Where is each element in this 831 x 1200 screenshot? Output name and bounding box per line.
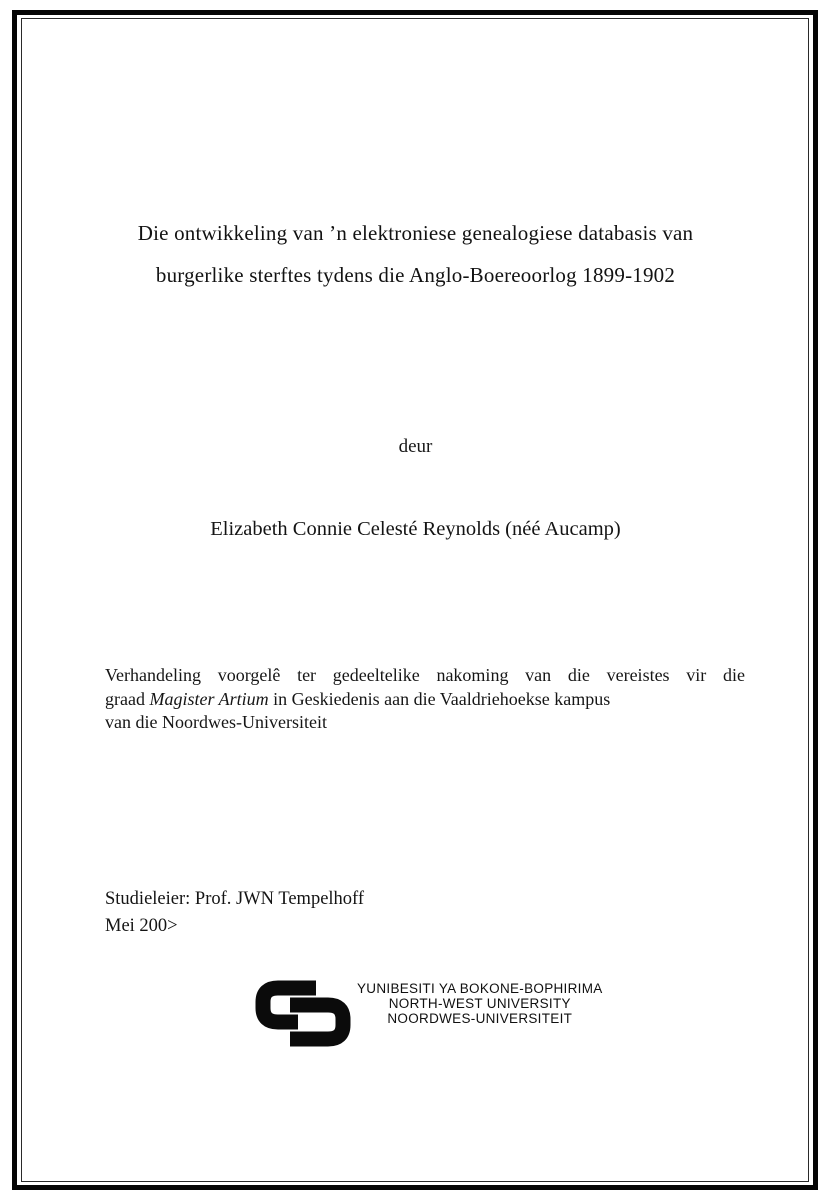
university-logo xyxy=(253,975,603,1051)
supervisor-block xyxy=(105,886,364,939)
degree-statement-line-2 xyxy=(105,688,745,712)
university-logo-text xyxy=(357,981,603,1027)
degree-statement-line-2-post: in Geskiedenis aan die Vaaldriehoekse kampus xyxy=(268,688,611,709)
thesis-title xyxy=(60,212,771,296)
degree-statement-line-1: Verhandeling voorgelê ter gedeeltelike nakoming van die vereistes vir die xyxy=(105,665,745,685)
degree-statement-line-2-pre: graad xyxy=(105,688,150,709)
logo-text-english: NORTH-WEST UNIVERSITY xyxy=(388,996,571,1012)
thesis-title-line-2: burgerlike sterftes tydens die Anglo-Boereoorlog 1899-1902 xyxy=(155,263,676,287)
nwu-interlocking-links-icon xyxy=(253,975,353,1051)
thesis-title-line-1: Die ontwikkeling van ’n elektroniese genealogiese databasis van xyxy=(137,221,694,245)
logo-text-setswana: YUNIBESITI YA BOKONE-BOPHIRIMA xyxy=(357,981,603,996)
logo-text-afrikaans: NOORDWES-UNIVERSITEIT xyxy=(387,1011,573,1027)
degree-statement-line-3: van die Noordwes-Universiteit xyxy=(105,712,327,732)
degree-statement xyxy=(105,664,745,735)
supervisor-line: Studieleier: Prof. JWN Tempelhoff xyxy=(105,889,365,909)
author-name: Elizabeth Connie Celesté Reynolds (néé Aucamp) xyxy=(210,518,621,540)
byline: deur xyxy=(398,436,433,457)
degree-name-italic: Magister Artium xyxy=(149,688,269,709)
date-line: Mei 200> xyxy=(105,915,178,936)
